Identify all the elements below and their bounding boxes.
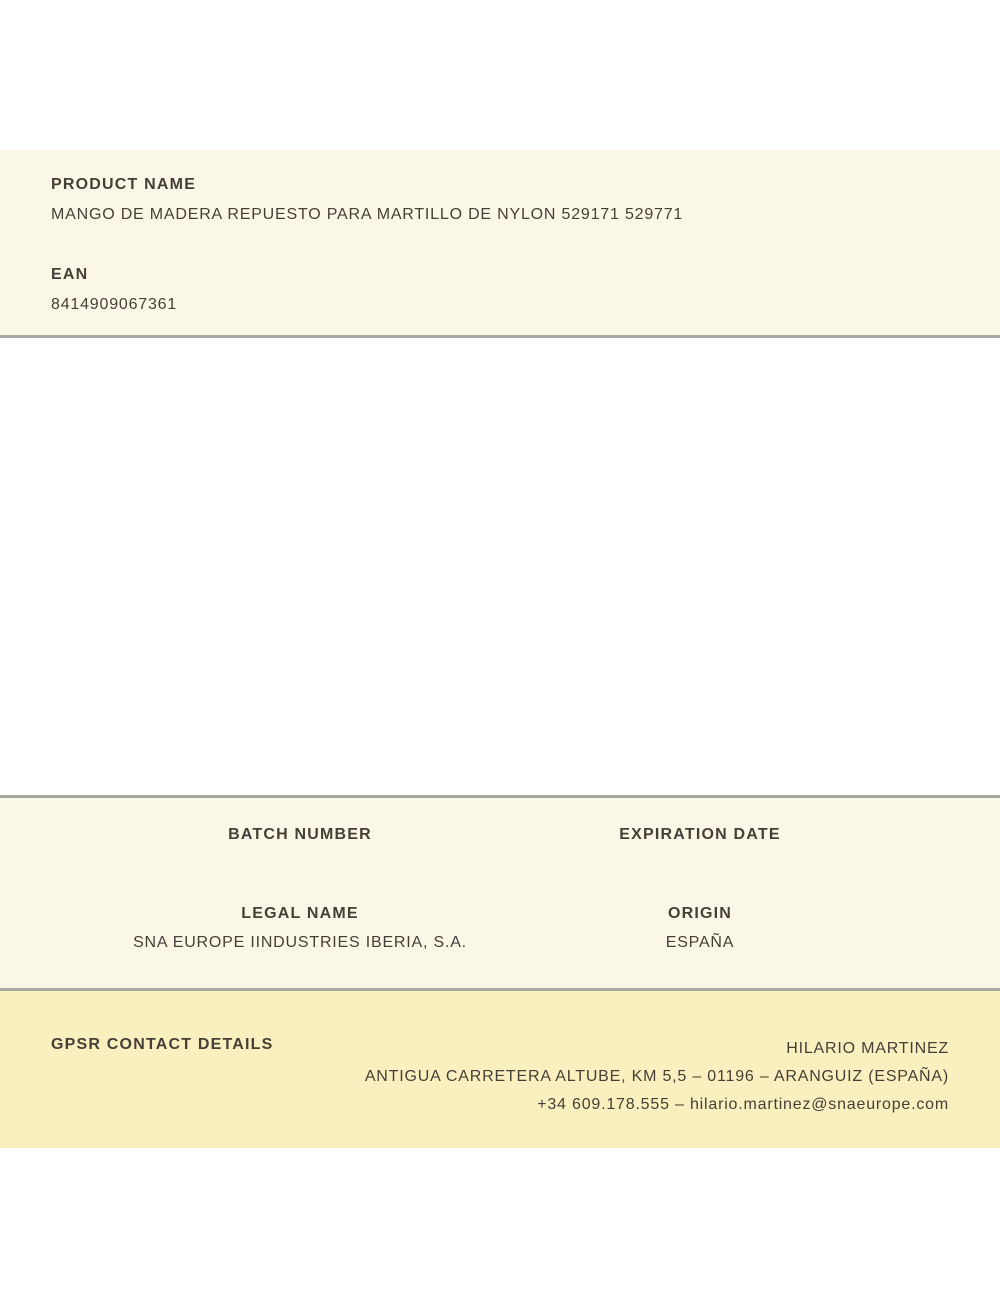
gpsr-contact-label: GPSR CONTACT DETAILS	[51, 1036, 274, 1053]
legal-name-field	[100, 904, 500, 953]
contact-address: ANTIGUA CARRETERA ALTUBE, KM 5,5 – 01196 – ARANGUIZ (ESPAÑA)	[364, 1068, 949, 1085]
expiration-date-field	[500, 825, 900, 854]
batch-number-label: BATCH NUMBER	[228, 826, 372, 843]
product-name-label: PRODUCT NAME	[51, 176, 197, 193]
gpsr-contact-inner	[51, 1035, 949, 1119]
origin-label: ORIGIN	[667, 905, 733, 922]
contact-phone-email: +34 609.178.555 – hilario.martinez@snaeurope.com	[537, 1096, 949, 1113]
ean-label: EAN	[51, 266, 89, 283]
expiration-date-label: EXPIRATION DATE	[619, 826, 781, 843]
legal-name-label: LEGAL NAME	[241, 905, 359, 922]
gpsr-contact-band	[0, 988, 1000, 1148]
product-name-value: MANGO DE MADERA REPUESTO PARA MARTILLO DE NYLON 529171 529771	[51, 206, 684, 223]
contact-name: HILARIO MARTINEZ	[786, 1040, 949, 1057]
product-info-band	[0, 150, 1000, 338]
product-name-field	[51, 175, 949, 225]
gpsr-contact-lines	[365, 1035, 949, 1119]
batch-number-field	[100, 825, 500, 854]
details-row-batch-expiration	[100, 825, 900, 854]
details-row-legal-origin	[100, 904, 900, 953]
legal-name-value: SNA EUROPE IINDUSTRIES IBERIA, S.A.	[133, 934, 467, 951]
ean-field	[51, 265, 949, 315]
ean-value: 8414909067361	[51, 296, 178, 313]
origin-value: ESPAÑA	[665, 934, 735, 951]
origin-field	[500, 904, 900, 953]
batch-details-band	[0, 795, 1000, 988]
